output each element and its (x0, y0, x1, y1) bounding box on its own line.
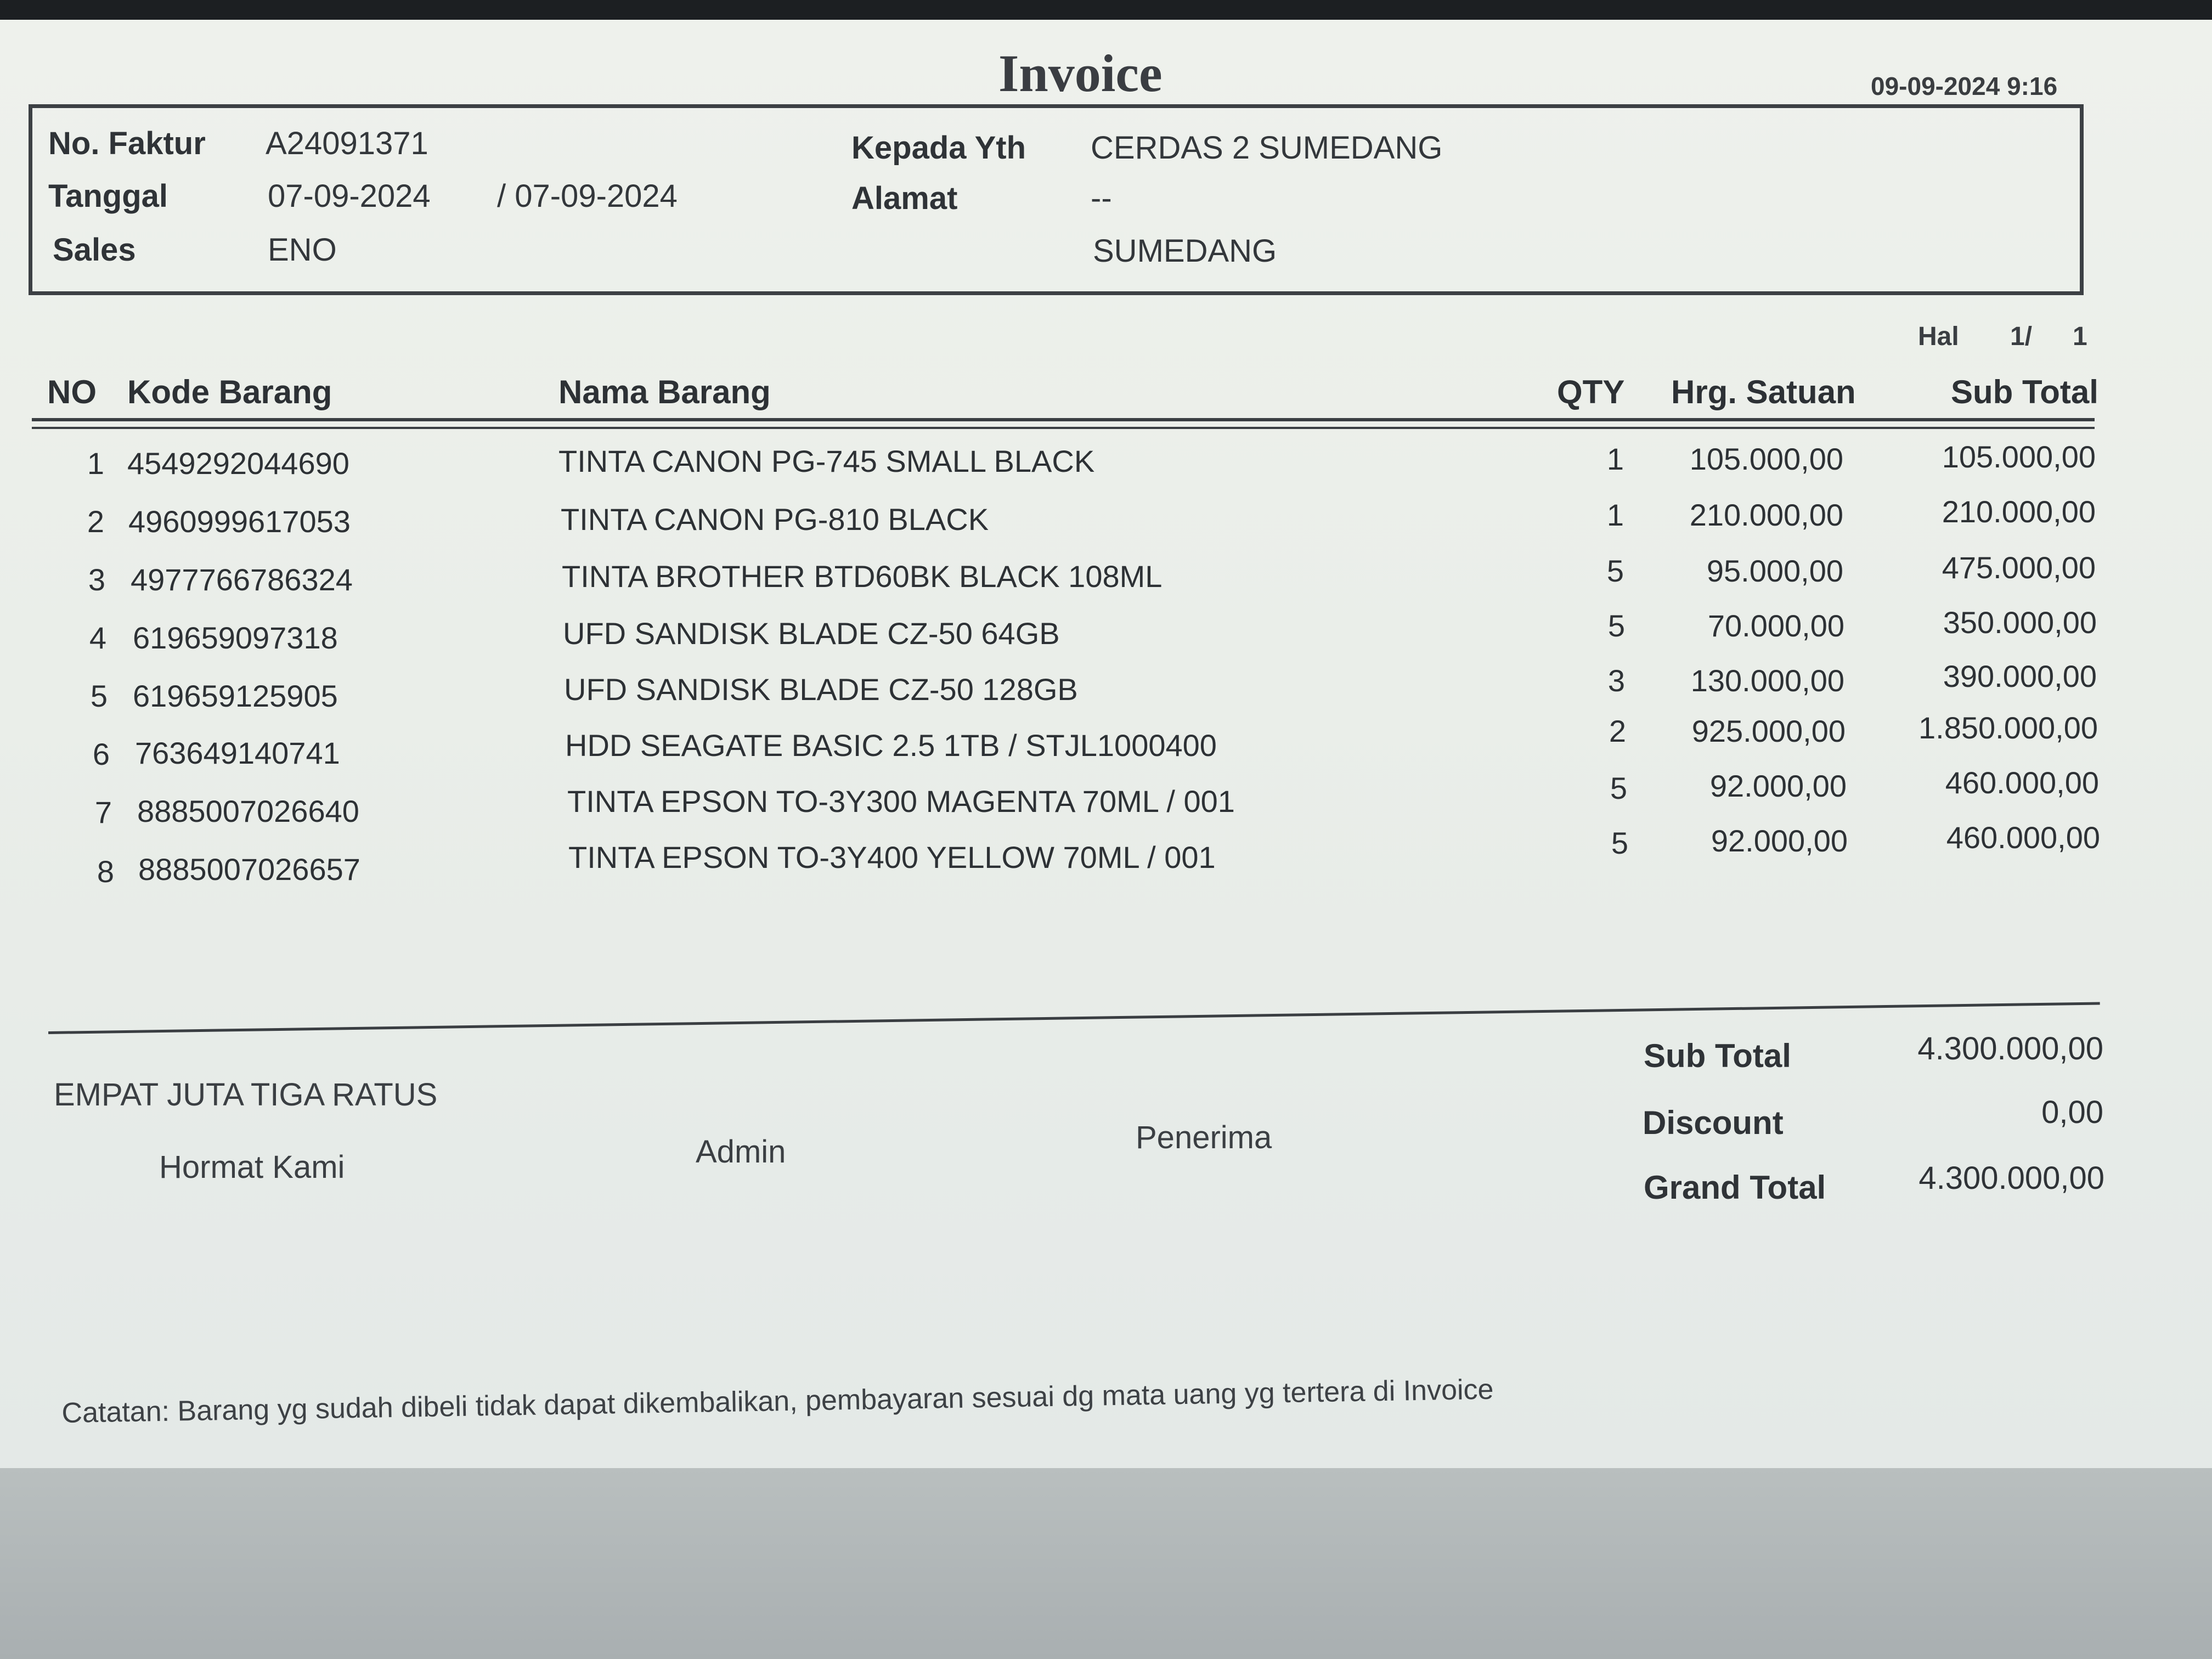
row-no: 8 (97, 854, 114, 889)
row-harga: 210.000,00 (1689, 498, 1843, 532)
page-total: 1 (2073, 322, 2087, 351)
row-subtotal: 1.850.000,00 (1918, 710, 2098, 745)
amount-in-words: EMPAT JUTA TIGA RATUS (54, 1077, 438, 1113)
summary-subtotal-label: Sub Total (1644, 1037, 1791, 1074)
row-nama: TINTA CANON PG-745 SMALL BLACK (558, 444, 1095, 478)
kepada-label: Kepada Yth (851, 130, 1026, 166)
row-nama: TINTA BROTHER BTD60BK BLACK 108ML (562, 559, 1163, 594)
signature-hormat-kami: Hormat Kami (159, 1149, 345, 1185)
row-no: 5 (90, 679, 108, 713)
row-subtotal: 460.000,00 (1945, 765, 2099, 800)
page-label: Hal (1918, 322, 1959, 351)
summary-discount-label: Discount (1643, 1104, 1784, 1141)
page-current: 1/ (2010, 322, 2033, 351)
row-nama: UFD SANDISK BLADE CZ-50 64GB (563, 616, 1060, 651)
row-no: 4 (89, 620, 106, 655)
row-harga: 70.000,00 (1707, 608, 1844, 643)
row-qty: 5 (1606, 554, 1624, 588)
tanggal-label: Tanggal (48, 178, 168, 214)
row-no: 6 (92, 737, 110, 771)
invoice-title: Invoice (998, 44, 1163, 103)
row-kode: 4977766786324 (131, 562, 353, 597)
row-harga: 92.000,00 (1709, 769, 1847, 803)
row-kode: 4549292044690 (127, 446, 349, 481)
row-nama: HDD SEAGATE BASIC 2.5 1TB / STJL1000400 (565, 728, 1217, 763)
row-no: 7 (94, 795, 112, 830)
col-header-nama: Nama Barang (558, 374, 771, 410)
row-kode: 4960999617053 (128, 504, 351, 539)
row-qty: 1 (1606, 442, 1624, 476)
table-header-rule-bottom (32, 427, 2095, 429)
row-harga: 130.000,00 (1690, 663, 1844, 698)
invoice-note: Catatan: Barang yg sudah dibeli tidak dapat dikembalikan, pembayaran sesuai dg mata uang yg tertera di Invoice (61, 1373, 1494, 1429)
kota-value: SUMEDANG (1093, 233, 1277, 269)
row-subtotal: 390.000,00 (1943, 659, 2097, 693)
screen-bezel-top (0, 0, 2212, 20)
sales-label: Sales (53, 232, 136, 268)
row-nama: TINTA EPSON TO-3Y300 MAGENTA 70ML / 001 (567, 784, 1235, 819)
sales-value: ENO (268, 232, 337, 268)
col-header-harga: Hrg. Satuan (1671, 374, 1856, 410)
no-faktur-value: A24091371 (266, 126, 428, 161)
no-faktur-label: No. Faktur (48, 126, 206, 161)
row-no: 1 (87, 446, 104, 481)
summary-grand-total-label: Grand Total (1644, 1169, 1826, 1206)
row-kode: 763649140741 (135, 736, 340, 770)
tanggal-start-value: 07-09-2024 (268, 178, 431, 214)
row-subtotal: 210.000,00 (1942, 494, 2096, 529)
alamat-value: -- (1091, 180, 1112, 216)
printed-timestamp: 09-09-2024 9:16 (1871, 72, 2058, 100)
screen-bottom-edge (0, 1468, 2212, 1659)
col-header-subtotal: Sub Total (1951, 374, 2098, 410)
row-qty: 5 (1610, 771, 1627, 805)
table-header-rule-top (32, 418, 2095, 421)
row-subtotal: 475.000,00 (1942, 550, 2096, 585)
tanggal-end-value: / 07-09-2024 (497, 178, 678, 214)
summary-discount-value: 0,00 (2041, 1094, 2103, 1130)
kepada-value: CERDAS 2 SUMEDANG (1091, 130, 1443, 166)
col-header-qty: QTY (1557, 374, 1625, 410)
row-kode: 8885007026640 (137, 794, 359, 828)
row-qty: 2 (1609, 714, 1626, 748)
row-subtotal: 105.000,00 (1942, 439, 2096, 474)
row-kode: 619659097318 (133, 620, 338, 655)
row-qty: 5 (1611, 826, 1628, 860)
summary-grand-total-value: 4.300.000,00 (1918, 1160, 2104, 1196)
row-kode: 8885007026657 (138, 852, 360, 887)
signature-penerima: Penerima (1136, 1120, 1272, 1155)
row-no: 2 (87, 504, 104, 539)
row-nama: TINTA EPSON TO-3Y400 YELLOW 70ML / 001 (568, 840, 1216, 874)
col-header-kode: Kode Barang (127, 374, 332, 410)
row-harga: 92.000,00 (1711, 823, 1848, 858)
row-nama: TINTA CANON PG-810 BLACK (561, 502, 989, 537)
summary-subtotal-value: 4.300.000,00 (1917, 1031, 2103, 1066)
row-subtotal: 460.000,00 (1946, 820, 2100, 855)
row-harga: 105.000,00 (1689, 442, 1843, 476)
row-subtotal: 350.000,00 (1943, 605, 2097, 640)
row-harga: 95.000,00 (1706, 554, 1843, 588)
row-nama: UFD SANDISK BLADE CZ-50 128GB (564, 672, 1078, 707)
alamat-label: Alamat (851, 180, 958, 216)
col-header-no: NO (47, 374, 97, 410)
signature-admin: Admin (696, 1134, 786, 1170)
row-qty: 1 (1606, 498, 1624, 532)
row-harga: 925.000,00 (1691, 714, 1846, 748)
row-kode: 619659125905 (133, 679, 338, 713)
row-qty: 5 (1607, 608, 1625, 643)
row-qty: 3 (1607, 663, 1625, 698)
row-no: 3 (88, 562, 105, 597)
